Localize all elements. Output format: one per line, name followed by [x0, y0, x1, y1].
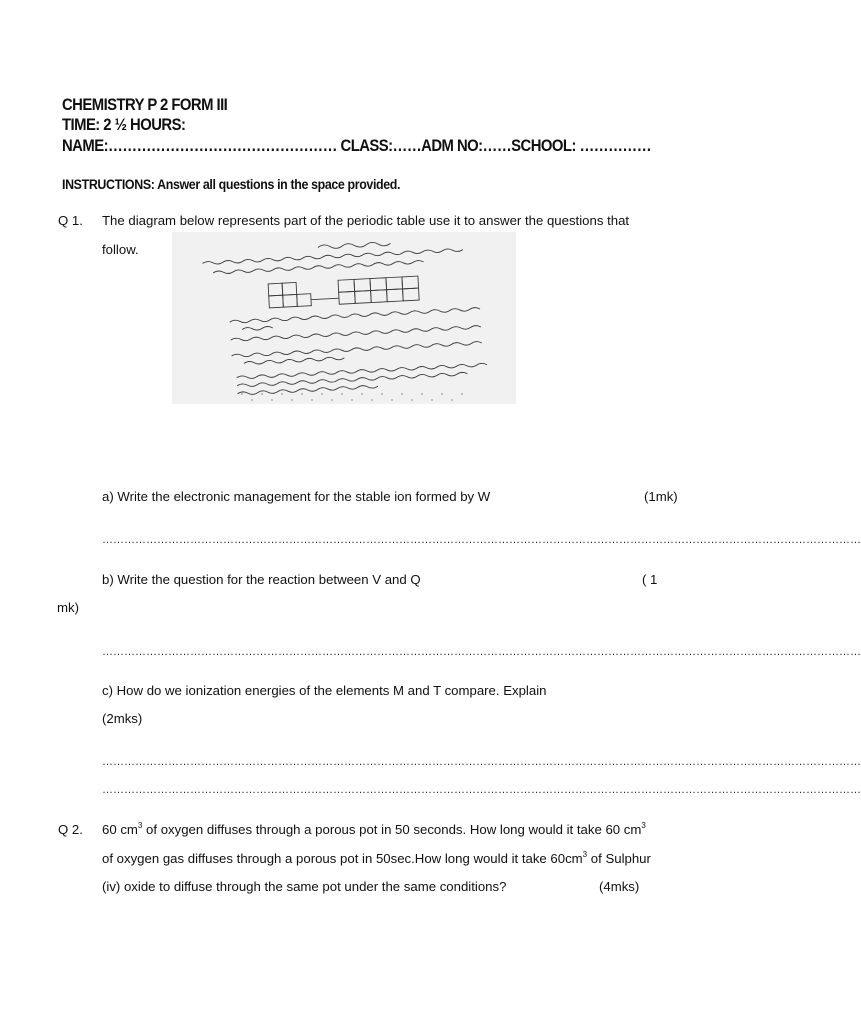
- exam-title: CHEMISTRY P 2 FORM III: [62, 96, 228, 114]
- q1c-text: c) How do we ionization energies of the elements M and T compare. Explain: [102, 683, 547, 698]
- q1a-text: a) Write the electronic management for the stable ion formed by W: [102, 489, 491, 504]
- q2-text-line2: of oxygen gas diffuses through a porous pot in 50sec.How long would it take $60cm^3$ of Sulphur: [102, 849, 651, 866]
- q1-number: Q 1.: [58, 213, 83, 228]
- instructions: INSTRUCTIONS: Answer all questions in the space provided.: [62, 177, 401, 192]
- q1c-marks: (2mks): [102, 711, 143, 726]
- periodic-table-diagram-image: [172, 232, 516, 404]
- q1b-answer-line[interactable]: ………………………………………………………………………………………………………………………………………………………………………………………: [102, 646, 861, 658]
- q1a-answer-line[interactable]: ………………………………………………………………………………………………………………………………………………………………………………………: [102, 534, 861, 546]
- q1c-answer-line-2[interactable]: ………………………………………………………………………………………………………………………………………………………………………………………: [102, 784, 861, 796]
- q1b-marks: ( 1: [642, 572, 658, 587]
- q2-text-line1: 60 $cm^3$ of oxygen diffuses through a porous pot in 50 seconds. How long would it take 60 $cm^3$: [102, 820, 646, 837]
- q2-marks: (4mks): [599, 879, 640, 894]
- exam-time: TIME: 2 ½ HOURS:: [62, 116, 186, 134]
- q1-text-line2: follow.: [102, 242, 139, 257]
- candidate-details-line: NAME:………………………………………… CLASS:……ADM NO:……SCHOOL: ……………: [62, 137, 652, 155]
- q1b-text: b) Write the question for the reaction between V and Q: [102, 572, 421, 587]
- q1a-marks: (1mk): [644, 489, 678, 504]
- q1b-marks-wrap: mk): [57, 600, 79, 615]
- q2-text-line3: (iv) oxide to diffuse through the same pot under the same conditions?: [102, 879, 507, 894]
- q1c-answer-line-1[interactable]: ………………………………………………………………………………………………………………………………………………………………………………………: [102, 756, 861, 768]
- q2-number: Q 2.: [58, 822, 83, 837]
- q1-text-line1: The diagram below represents part of the periodic table use it to answer the questions that: [102, 213, 630, 228]
